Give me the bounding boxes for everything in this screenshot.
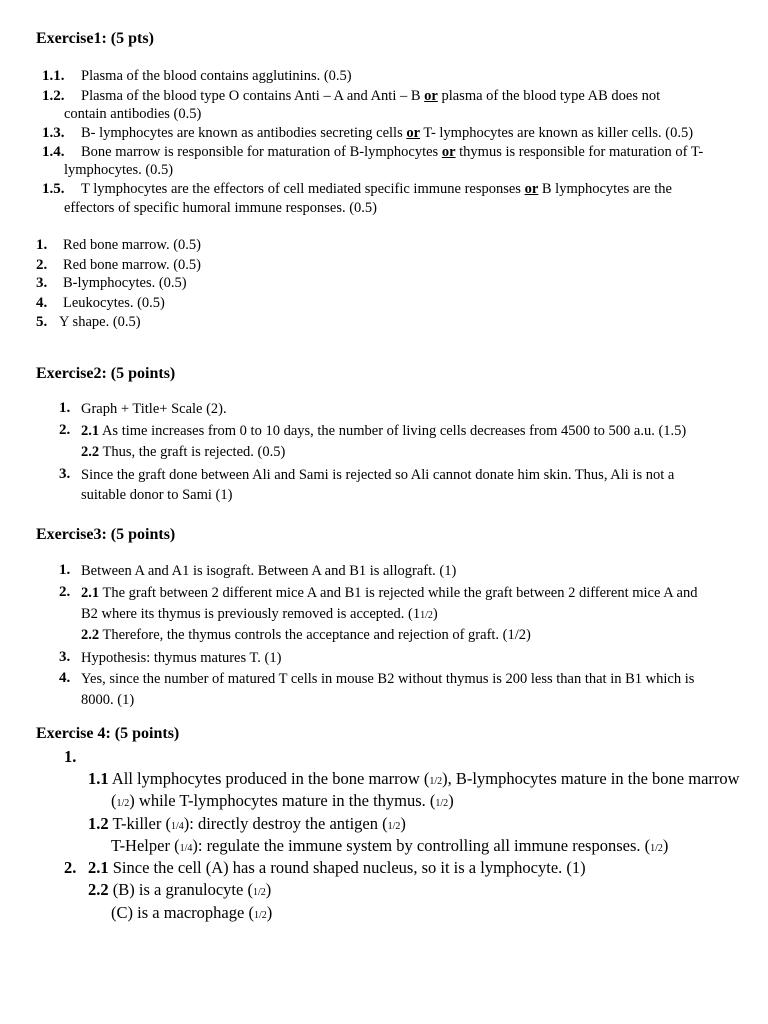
ex3-item-4-line1: Yes, since the number of matured T cells in mouse B2 without thymus is 200 less than that in B1 which is bbox=[81, 671, 695, 687]
ex3-item-4-line2: 8000. (1) bbox=[81, 692, 135, 708]
ex3-item-2-2: 2.2 Therefore, the thymus controls the acceptance and rejection of graft. (1/2) bbox=[81, 627, 531, 643]
ex4-item-1-1-line2: (1/2) while T-lymphocytes mature in the thymus. (1/2) bbox=[111, 791, 454, 810]
answer-5-number: 5. bbox=[36, 314, 48, 330]
exercise4-title: Exercise 4: (5 points) bbox=[36, 725, 180, 742]
answer-1-text: Red bone marrow. (0.5) bbox=[63, 237, 201, 253]
answer-2-text: Red bone marrow. (0.5) bbox=[63, 257, 201, 273]
ex4-item-2-2-line2: (C) is a macrophage (1/2) bbox=[111, 903, 273, 922]
exercise3-title: Exercise3: (5 points) bbox=[36, 526, 176, 543]
item-1-2-number: 1.2. bbox=[42, 88, 65, 104]
answer-1-number: 1. bbox=[36, 237, 48, 253]
ex4-item-1-1-line1: 1.1 All lymphocytes produced in the bone marrow (1/2), B-lymphocytes mature in the bone marrow bbox=[88, 769, 740, 788]
ex4-item-1-2-line2: T-Helper (1/4): regulate the immune system by controlling all immune responses. (1/2) bbox=[111, 836, 669, 855]
ex2-item-2-number: 2. bbox=[59, 422, 71, 438]
answer-2-number: 2. bbox=[36, 257, 48, 273]
item-1-4-line1: Bone marrow is responsible for maturation of B-lymphocytes or thymus is responsible for maturation of T- bbox=[81, 144, 704, 160]
ex4-item-1-2-line1: 1.2 T-killer (1/4): directly destroy the antigen (1/2) bbox=[88, 814, 406, 833]
ex3-item-3-text: Hypothesis: thymus matures T. (1) bbox=[81, 650, 282, 666]
ex2-item-3-line1: Since the graft done between Ali and Sami is rejected so Ali cannot donate him skin. Thus, Ali is not a bbox=[81, 467, 675, 483]
item-1-5-line1: T lymphocytes are the effectors of cell mediated specific immune responses or B lymphocytes are the bbox=[81, 181, 672, 197]
answer-4-number: 4. bbox=[36, 295, 48, 311]
ex3-item-1-number: 1. bbox=[59, 562, 71, 578]
ex3-item-2-1-line1: 2.1 The graft between 2 different mice A and B1 is rejected while the graft between 2 different mice A and bbox=[81, 585, 698, 601]
ex2-item-1-text: Graph + Title+ Scale (2). bbox=[81, 401, 227, 417]
item-1-2-line2: contain antibodies (0.5) bbox=[64, 106, 202, 122]
item-1-1-number: 1.1. bbox=[42, 68, 65, 84]
ex4-item-1-number: 1. bbox=[64, 747, 77, 766]
item-1-4-line2: lymphocytes. (0.5) bbox=[64, 162, 174, 178]
ex3-item-2-1-line2: B2 where its thymus is previously removed is accepted. (11/2) bbox=[81, 606, 438, 622]
item-1-1-text: Plasma of the blood contains agglutinins. (0.5) bbox=[81, 68, 352, 84]
ex3-item-2-number: 2. bbox=[59, 584, 71, 600]
exercise2-title: Exercise2: (5 points) bbox=[36, 365, 176, 382]
answer-4-text: Leukocytes. (0.5) bbox=[63, 295, 165, 311]
item-1-5-line2: effectors of specific humoral immune responses. (0.5) bbox=[64, 200, 377, 216]
ex3-item-3-number: 3. bbox=[59, 649, 71, 665]
answer-3-number: 3. bbox=[36, 275, 48, 291]
ex4-item-2-2-line1: 2.2 (B) is a granulocyte (1/2) bbox=[88, 880, 272, 899]
item-1-5-number: 1.5. bbox=[42, 181, 65, 197]
answer-3-text: B-lymphocytes. (0.5) bbox=[63, 275, 187, 291]
ex4-item-2-1: 2.1 Since the cell (A) has a round shaped nucleus, so it is a lymphocyte. (1) bbox=[88, 858, 586, 877]
ex3-item-1-text: Between A and A1 is isograft. Between A and B1 is allograft. (1) bbox=[81, 563, 457, 579]
item-1-2-line1: Plasma of the blood type O contains Anti – A and Anti – B or plasma of the blood type AB does not bbox=[81, 88, 661, 104]
ex2-item-2-1: 2.1 As time increases from 0 to 10 days, the number of living cells decreases from 4500 to 500 a.u. (1.5) bbox=[81, 423, 687, 439]
ex2-item-2-2: 2.2 Thus, the graft is rejected. (0.5) bbox=[81, 444, 286, 460]
exercise1-title: Exercise1: (5 pts) bbox=[36, 30, 154, 47]
ex3-item-4-number: 4. bbox=[59, 670, 71, 686]
item-1-3-number: 1.3. bbox=[42, 125, 65, 141]
answer-5-text: Y shape. (0.5) bbox=[59, 314, 141, 330]
ex4-item-2-number: 2. bbox=[64, 858, 77, 877]
ex2-item-1-number: 1. bbox=[59, 400, 71, 416]
ex2-item-3-number: 3. bbox=[59, 466, 71, 482]
item-1-4-number: 1.4. bbox=[42, 144, 65, 160]
item-1-3-line1: B- lymphocytes are known as antibodies secreting cells or T- lymphocytes are known as killer cells. (0.5) bbox=[81, 125, 694, 141]
ex2-item-3-line2: suitable donor to Sami (1) bbox=[81, 487, 233, 503]
